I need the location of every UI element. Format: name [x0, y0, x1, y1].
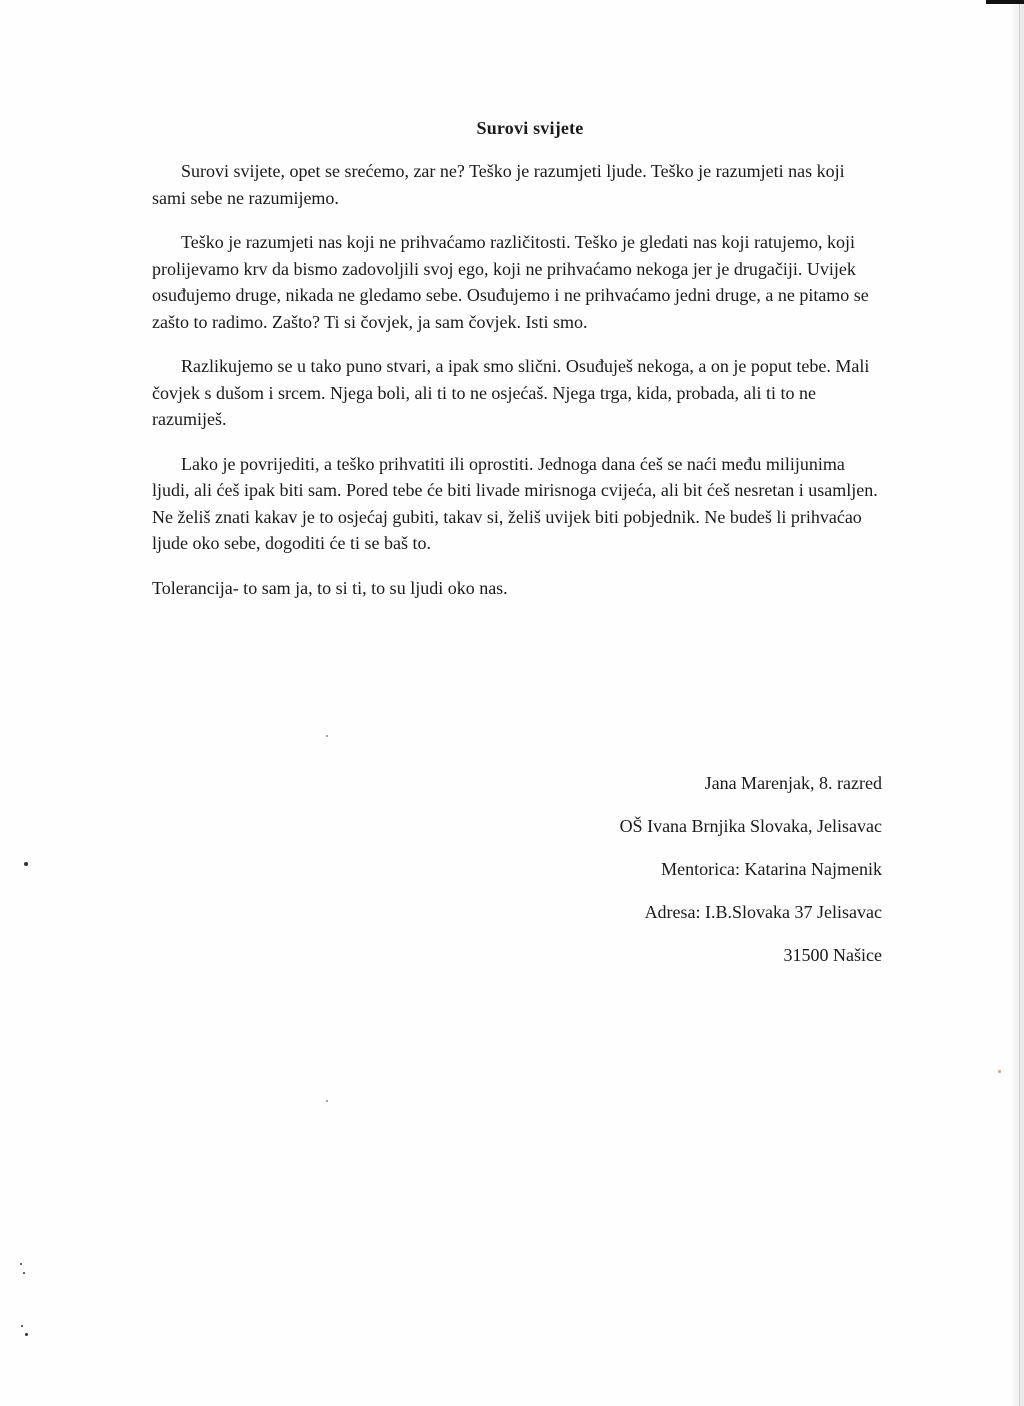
document-title: Surovi svijete: [476, 118, 584, 138]
postal-line: 31500 Našice: [783, 945, 882, 965]
scan-speck: [998, 1070, 1001, 1073]
page-edge-shadow: [1010, 0, 1024, 1406]
scan-speck: [326, 735, 328, 737]
paragraph: Surovi svijete, opet se srećemo, zar ne? Teško je razumjeti ljude. Teško je razumjeti nas koji sami sebe ne razumijemo.: [152, 161, 845, 208]
scan-speck: [24, 862, 28, 866]
scan-speck: [25, 1333, 28, 1336]
paragraph: Razlikujemo se u tako puno stvari, a ipak smo slični. Osuđuješ nekoga, a on je poput tebe. Mali čovjek s dušom i srcem. Njega boli, ali ti to ne osjećaš. Njega trga, kida, probada, ali ti to ne razumiješ.: [152, 356, 870, 429]
scan-edge-mark: [986, 0, 1024, 4]
school-line: OŠ Ivana Brnjika Slovaka, Jelisavac: [619, 816, 882, 836]
scan-speck: [20, 1263, 22, 1265]
document-body: [152, 158, 882, 619]
closing-line: Tolerancija- to sam ja, to si ti, to su ljudi oko nas.: [152, 577, 508, 598]
scan-speck: [23, 1272, 25, 1274]
signature-block: [620, 770, 882, 985]
author-line: Jana Marenjak, 8. razred: [704, 773, 882, 793]
scan-speck: [21, 1325, 23, 1327]
paragraph: Lako je povrijediti, a teško prihvatiti ili oprostiti. Jednoga dana ćeš se naći među milijunima ljudi, ali ćeš ipak biti sam. Pored tebe će biti livade mirisnoga cvijeća, ali bit ćeš nesretan i usamljen. Ne želiš znati kakav je to osjećaj gubiti, takav si, želiš uvijek biti pobjednik. Ne budeš li prihvaćao ljude oko sebe, dogoditi će ti se baš to.: [152, 453, 878, 553]
scan-speck: [326, 1100, 328, 1102]
paragraph: Teško je razumjeti nas koji ne prihvaćamo različitosti. Teško je gledati nas koji ratujemo, koji prolijevamo krv da bismo zadovoljili svoj ego, koji ne prihvaćamo nekoga jer je drugačiji. Uvijek osuđujemo druge, nikada ne gledamo sebe. Osuđujemo i ne prihvaćamo jedni druge, a ne pitamo se zašto to radimo. Zašto? Ti si čovjek, ja sam čovjek. Isti smo.: [152, 232, 869, 332]
mentor-line: Mentorica: Katarina Najmenik: [661, 859, 882, 879]
address-line: Adresa: I.B.Slovaka 37 Jelisavac: [644, 902, 882, 922]
